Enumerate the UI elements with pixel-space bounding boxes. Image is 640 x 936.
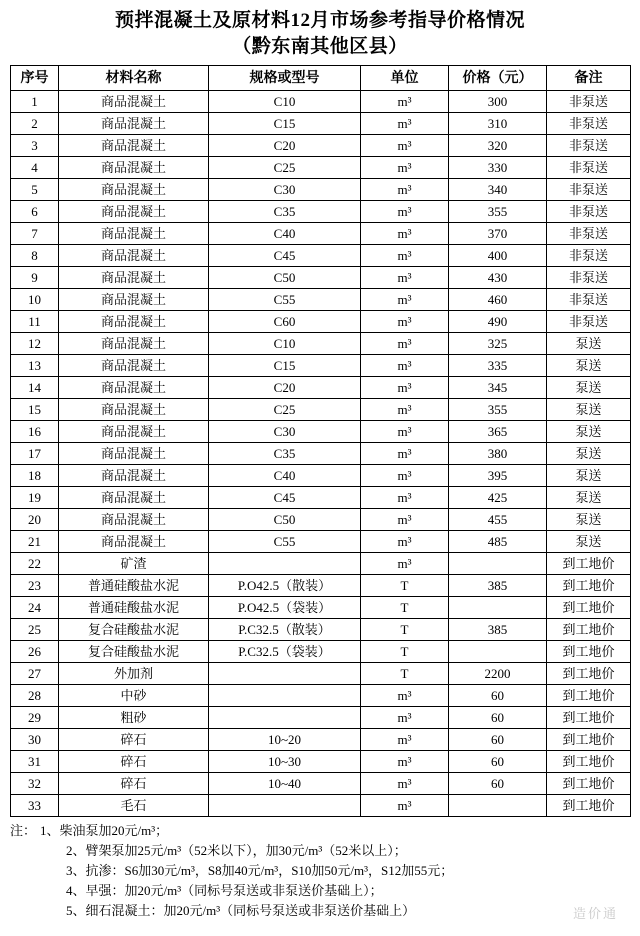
- cell-material: 商品混凝土: [59, 421, 209, 443]
- cell-spec: C20: [209, 135, 361, 157]
- cell-price: 2200: [449, 663, 547, 685]
- note-indent: [10, 861, 66, 881]
- title-line-1: 预拌混凝土及原材料12月市场参考指导价格情况: [114, 10, 525, 31]
- watermark: 造价通: [572, 906, 618, 921]
- document-title: [10, 8, 630, 59]
- cell-unit: m³: [361, 289, 449, 311]
- cell-price: 455: [449, 509, 547, 531]
- cell-material: 商品混凝土: [59, 487, 209, 509]
- cell-material: 商品混凝土: [59, 443, 209, 465]
- cell-remark: 泵送: [547, 399, 631, 421]
- cell-remark: 泵送: [547, 443, 631, 465]
- cell-unit: T: [361, 641, 449, 663]
- cell-index: 28: [11, 685, 59, 707]
- note-row: [10, 861, 630, 881]
- cell-index: 2: [11, 113, 59, 135]
- cell-unit: m³: [361, 157, 449, 179]
- cell-material: 矿渣: [59, 553, 209, 575]
- column-header-material: 材料名称: [59, 66, 209, 91]
- cell-unit: m³: [361, 179, 449, 201]
- cell-price: 335: [449, 355, 547, 377]
- cell-material: 商品混凝土: [59, 267, 209, 289]
- table-row: [11, 619, 631, 641]
- cell-spec: C25: [209, 157, 361, 179]
- cell-material: 碎石: [59, 773, 209, 795]
- cell-index: 29: [11, 707, 59, 729]
- cell-spec: C55: [209, 289, 361, 311]
- cell-remark: 泵送: [547, 421, 631, 443]
- cell-spec: C35: [209, 201, 361, 223]
- cell-remark: 非泵送: [547, 245, 631, 267]
- cell-index: 10: [11, 289, 59, 311]
- cell-price: 60: [449, 751, 547, 773]
- table-row: [11, 575, 631, 597]
- table-row: [11, 355, 631, 377]
- cell-material: 商品混凝土: [59, 223, 209, 245]
- cell-remark: 到工地价: [547, 707, 631, 729]
- cell-remark: 到工地价: [547, 773, 631, 795]
- cell-unit: T: [361, 597, 449, 619]
- table-row: [11, 685, 631, 707]
- cell-index: 33: [11, 795, 59, 817]
- cell-remark: 非泵送: [547, 113, 631, 135]
- cell-material: 商品混凝土: [59, 135, 209, 157]
- cell-index: 16: [11, 421, 59, 443]
- cell-price: 345: [449, 377, 547, 399]
- cell-index: 7: [11, 223, 59, 245]
- cell-unit: m³: [361, 377, 449, 399]
- table-row: [11, 795, 631, 817]
- cell-price: 60: [449, 685, 547, 707]
- note-item-1: 1、柴油泵加20元/m³；: [40, 823, 169, 839]
- column-header-price: 价格（元）: [449, 66, 547, 91]
- table-body: [11, 91, 631, 817]
- cell-unit: m³: [361, 355, 449, 377]
- column-header-remark: 备注: [547, 66, 631, 91]
- cell-remark: 非泵送: [547, 157, 631, 179]
- cell-spec: 10~20: [209, 729, 361, 751]
- cell-index: 31: [11, 751, 59, 773]
- table-row: [11, 707, 631, 729]
- cell-spec: C10: [209, 333, 361, 355]
- cell-remark: 到工地价: [547, 597, 631, 619]
- table-row: [11, 553, 631, 575]
- cell-material: 商品混凝土: [59, 289, 209, 311]
- cell-remark: 泵送: [547, 377, 631, 399]
- cell-remark: 非泵送: [547, 201, 631, 223]
- cell-material: 商品混凝土: [59, 399, 209, 421]
- cell-spec: C20: [209, 377, 361, 399]
- notes-block: [10, 821, 630, 921]
- cell-price: 380: [449, 443, 547, 465]
- table-row: [11, 289, 631, 311]
- cell-spec: P.C32.5（袋装）: [209, 641, 361, 663]
- cell-index: 20: [11, 509, 59, 531]
- cell-material: 复合硅酸盐水泥: [59, 641, 209, 663]
- cell-price: 400: [449, 245, 547, 267]
- cell-index: 22: [11, 553, 59, 575]
- cell-index: 3: [11, 135, 59, 157]
- cell-spec: P.O42.5（袋装）: [209, 597, 361, 619]
- table-row: [11, 399, 631, 421]
- cell-price: 485: [449, 531, 547, 553]
- table-row: [11, 597, 631, 619]
- cell-spec: C45: [209, 245, 361, 267]
- cell-price: 60: [449, 773, 547, 795]
- cell-remark: 非泵送: [547, 223, 631, 245]
- cell-material: 普通硅酸盐水泥: [59, 575, 209, 597]
- cell-material: 中砂: [59, 685, 209, 707]
- cell-index: 1: [11, 91, 59, 113]
- cell-spec: [209, 685, 361, 707]
- cell-index: 25: [11, 619, 59, 641]
- cell-index: 21: [11, 531, 59, 553]
- table-header-row: [11, 66, 631, 91]
- note-item-5: 5、细石混凝土：加20元/m³（同标号泵送或非泵送价基础上）: [66, 903, 416, 919]
- cell-unit: m³: [361, 113, 449, 135]
- cell-spec: C30: [209, 421, 361, 443]
- cell-price: [449, 641, 547, 663]
- cell-unit: m³: [361, 399, 449, 421]
- cell-remark: 非泵送: [547, 289, 631, 311]
- table-row: [11, 443, 631, 465]
- cell-price: 365: [449, 421, 547, 443]
- table-row: [11, 751, 631, 773]
- cell-material: 外加剂: [59, 663, 209, 685]
- note-row: [10, 841, 630, 861]
- table-row: [11, 245, 631, 267]
- cell-unit: T: [361, 619, 449, 641]
- cell-remark: 泵送: [547, 355, 631, 377]
- cell-index: 9: [11, 267, 59, 289]
- cell-price: 370: [449, 223, 547, 245]
- cell-remark: 非泵送: [547, 135, 631, 157]
- cell-spec: C50: [209, 267, 361, 289]
- cell-index: 14: [11, 377, 59, 399]
- notes-label: 注：: [10, 823, 37, 839]
- cell-spec: [209, 553, 361, 575]
- cell-material: 商品混凝土: [59, 465, 209, 487]
- cell-index: 11: [11, 311, 59, 333]
- cell-spec: C60: [209, 311, 361, 333]
- table-row: [11, 135, 631, 157]
- cell-index: 27: [11, 663, 59, 685]
- table-row: [11, 509, 631, 531]
- table-row: [11, 465, 631, 487]
- cell-unit: T: [361, 575, 449, 597]
- table-row: [11, 157, 631, 179]
- cell-material: 普通硅酸盐水泥: [59, 597, 209, 619]
- cell-remark: 到工地价: [547, 553, 631, 575]
- cell-spec: C50: [209, 509, 361, 531]
- note-row: [10, 821, 630, 841]
- cell-price: [449, 553, 547, 575]
- table-row: [11, 333, 631, 355]
- cell-unit: m³: [361, 531, 449, 553]
- cell-spec: C30: [209, 179, 361, 201]
- cell-material: 碎石: [59, 729, 209, 751]
- cell-price: 320: [449, 135, 547, 157]
- cell-remark: 到工地价: [547, 641, 631, 663]
- cell-spec: C15: [209, 355, 361, 377]
- cell-remark: 到工地价: [547, 729, 631, 751]
- cell-price: 340: [449, 179, 547, 201]
- cell-material: 商品混凝土: [59, 245, 209, 267]
- cell-spec: C15: [209, 113, 361, 135]
- cell-spec: C55: [209, 531, 361, 553]
- table-row: [11, 729, 631, 751]
- cell-spec: C25: [209, 399, 361, 421]
- note-indent: [10, 841, 66, 861]
- table-row: [11, 113, 631, 135]
- note-indent: [10, 901, 66, 921]
- cell-price: 425: [449, 487, 547, 509]
- cell-unit: m³: [361, 91, 449, 113]
- cell-material: 商品混凝土: [59, 377, 209, 399]
- cell-unit: m³: [361, 201, 449, 223]
- table-row: [11, 663, 631, 685]
- cell-spec: C40: [209, 223, 361, 245]
- cell-remark: 非泵送: [547, 179, 631, 201]
- cell-index: 32: [11, 773, 59, 795]
- cell-price: 460: [449, 289, 547, 311]
- table-row: [11, 223, 631, 245]
- cell-material: 商品混凝土: [59, 333, 209, 355]
- cell-remark: 到工地价: [547, 663, 631, 685]
- table-header: [11, 66, 631, 91]
- cell-spec: C40: [209, 465, 361, 487]
- cell-unit: m³: [361, 421, 449, 443]
- cell-index: 5: [11, 179, 59, 201]
- cell-remark: 泵送: [547, 509, 631, 531]
- cell-unit: m³: [361, 135, 449, 157]
- cell-material: 商品混凝土: [59, 201, 209, 223]
- cell-unit: T: [361, 663, 449, 685]
- cell-index: 26: [11, 641, 59, 663]
- cell-remark: 泵送: [547, 531, 631, 553]
- note-item-4: 4、早强：加20元/m³（同标号泵送或非泵送价基础上）；: [66, 883, 383, 899]
- cell-unit: m³: [361, 553, 449, 575]
- cell-unit: m³: [361, 443, 449, 465]
- cell-index: 18: [11, 465, 59, 487]
- cell-index: 17: [11, 443, 59, 465]
- cell-remark: 到工地价: [547, 751, 631, 773]
- table-row: [11, 91, 631, 113]
- cell-remark: 到工地价: [547, 619, 631, 641]
- cell-price: [449, 795, 547, 817]
- cell-unit: m³: [361, 311, 449, 333]
- table-row: [11, 773, 631, 795]
- cell-material: 毛石: [59, 795, 209, 817]
- cell-price: 330: [449, 157, 547, 179]
- cell-remark: 泵送: [547, 487, 631, 509]
- cell-remark: 泵送: [547, 333, 631, 355]
- column-header-spec: 规格或型号: [209, 66, 361, 91]
- cell-spec: C35: [209, 443, 361, 465]
- cell-price: 60: [449, 707, 547, 729]
- table-row: [11, 531, 631, 553]
- cell-spec: [209, 795, 361, 817]
- cell-price: 355: [449, 399, 547, 421]
- price-table: [10, 65, 631, 817]
- cell-unit: m³: [361, 729, 449, 751]
- cell-spec: 10~30: [209, 751, 361, 773]
- cell-price: 490: [449, 311, 547, 333]
- note-item-2: 2、臂架泵加25元/m³（52米以下），加30元/m³（52米以上）；: [66, 843, 407, 859]
- cell-unit: m³: [361, 245, 449, 267]
- table-row: [11, 201, 631, 223]
- cell-remark: 到工地价: [547, 685, 631, 707]
- cell-unit: m³: [361, 707, 449, 729]
- cell-price: [449, 597, 547, 619]
- cell-unit: m³: [361, 465, 449, 487]
- cell-price: 385: [449, 575, 547, 597]
- table-row: [11, 179, 631, 201]
- cell-index: 4: [11, 157, 59, 179]
- cell-index: 23: [11, 575, 59, 597]
- cell-material: 商品混凝土: [59, 91, 209, 113]
- column-header-unit: 单位: [361, 66, 449, 91]
- cell-index: 15: [11, 399, 59, 421]
- note-indent: [10, 881, 66, 901]
- cell-price: 385: [449, 619, 547, 641]
- cell-index: 19: [11, 487, 59, 509]
- cell-spec: 10~40: [209, 773, 361, 795]
- cell-index: 12: [11, 333, 59, 355]
- note-item-3: 3、抗渗：S6加30元/m³，S8加40元/m³，S10加50元/m³，S12加55元；: [66, 863, 454, 879]
- cell-material: 商品混凝土: [59, 531, 209, 553]
- cell-price: 325: [449, 333, 547, 355]
- cell-spec: [209, 663, 361, 685]
- cell-index: 13: [11, 355, 59, 377]
- cell-price: 310: [449, 113, 547, 135]
- cell-index: 24: [11, 597, 59, 619]
- note-row: [10, 881, 630, 901]
- cell-index: 6: [11, 201, 59, 223]
- cell-index: 30: [11, 729, 59, 751]
- cell-unit: m³: [361, 685, 449, 707]
- cell-material: 商品混凝土: [59, 355, 209, 377]
- cell-unit: m³: [361, 773, 449, 795]
- cell-price: 430: [449, 267, 547, 289]
- table-row: [11, 377, 631, 399]
- cell-unit: m³: [361, 795, 449, 817]
- cell-index: 8: [11, 245, 59, 267]
- title-line-2: （黔东南其他区县）: [232, 35, 408, 57]
- cell-remark: 非泵送: [547, 267, 631, 289]
- cell-material: 商品混凝土: [59, 311, 209, 333]
- cell-unit: m³: [361, 333, 449, 355]
- cell-spec: P.O42.5（散装）: [209, 575, 361, 597]
- cell-material: 碎石: [59, 751, 209, 773]
- column-header-index: 序号: [11, 66, 59, 91]
- cell-unit: m³: [361, 487, 449, 509]
- cell-unit: m³: [361, 509, 449, 531]
- cell-price: 60: [449, 729, 547, 751]
- cell-material: 复合硅酸盐水泥: [59, 619, 209, 641]
- cell-remark: 非泵送: [547, 91, 631, 113]
- cell-price: 300: [449, 91, 547, 113]
- cell-spec: [209, 707, 361, 729]
- cell-remark: 到工地价: [547, 795, 631, 817]
- cell-remark: 非泵送: [547, 311, 631, 333]
- cell-material: 商品混凝土: [59, 113, 209, 135]
- cell-unit: m³: [361, 267, 449, 289]
- cell-material: 商品混凝土: [59, 157, 209, 179]
- cell-price: 395: [449, 465, 547, 487]
- table-row: [11, 487, 631, 509]
- cell-remark: 到工地价: [547, 575, 631, 597]
- cell-spec: C10: [209, 91, 361, 113]
- note-row: [10, 901, 630, 921]
- cell-spec: P.C32.5（散装）: [209, 619, 361, 641]
- cell-material: 商品混凝土: [59, 179, 209, 201]
- cell-price: 355: [449, 201, 547, 223]
- table-row: [11, 311, 631, 333]
- cell-unit: m³: [361, 751, 449, 773]
- cell-remark: 泵送: [547, 465, 631, 487]
- cell-material: 粗砂: [59, 707, 209, 729]
- cell-material: 商品混凝土: [59, 509, 209, 531]
- table-row: [11, 641, 631, 663]
- table-row: [11, 267, 631, 289]
- table-row: [11, 421, 631, 443]
- cell-unit: m³: [361, 223, 449, 245]
- cell-spec: C45: [209, 487, 361, 509]
